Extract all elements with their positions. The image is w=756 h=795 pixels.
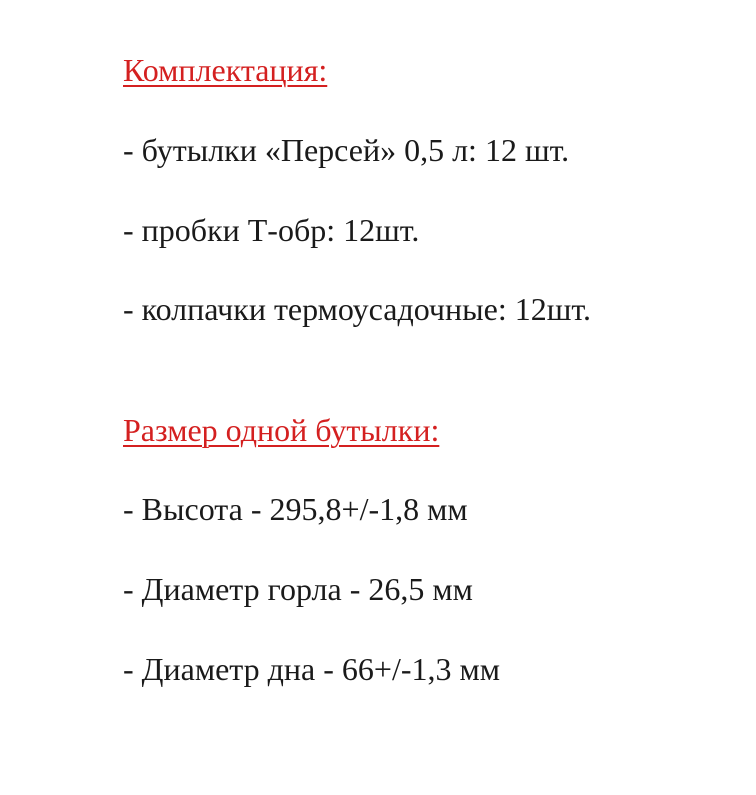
list-item-caps: - колпачки термоусадочные: 12шт. <box>123 291 591 327</box>
list-item-base-diameter: - Диаметр дна - 66+/-1,3 мм <box>123 651 500 687</box>
list-item-corks: - пробки Т-обр: 12шт. <box>123 212 420 248</box>
section-heading-contents: Комплектация: <box>123 52 328 88</box>
list-item-neck-diameter: - Диаметр горла - 26,5 мм <box>123 571 473 607</box>
list-item-bottles: - бутылки «Персей» 0,5 л: 12 шт. <box>123 132 570 168</box>
product-spec-document <box>123 0 743 795</box>
section-heading-bottle-size: Размер одной бутылки: <box>123 412 440 448</box>
list-item-height: - Высота - 295,8+/-1,8 мм <box>123 491 468 527</box>
